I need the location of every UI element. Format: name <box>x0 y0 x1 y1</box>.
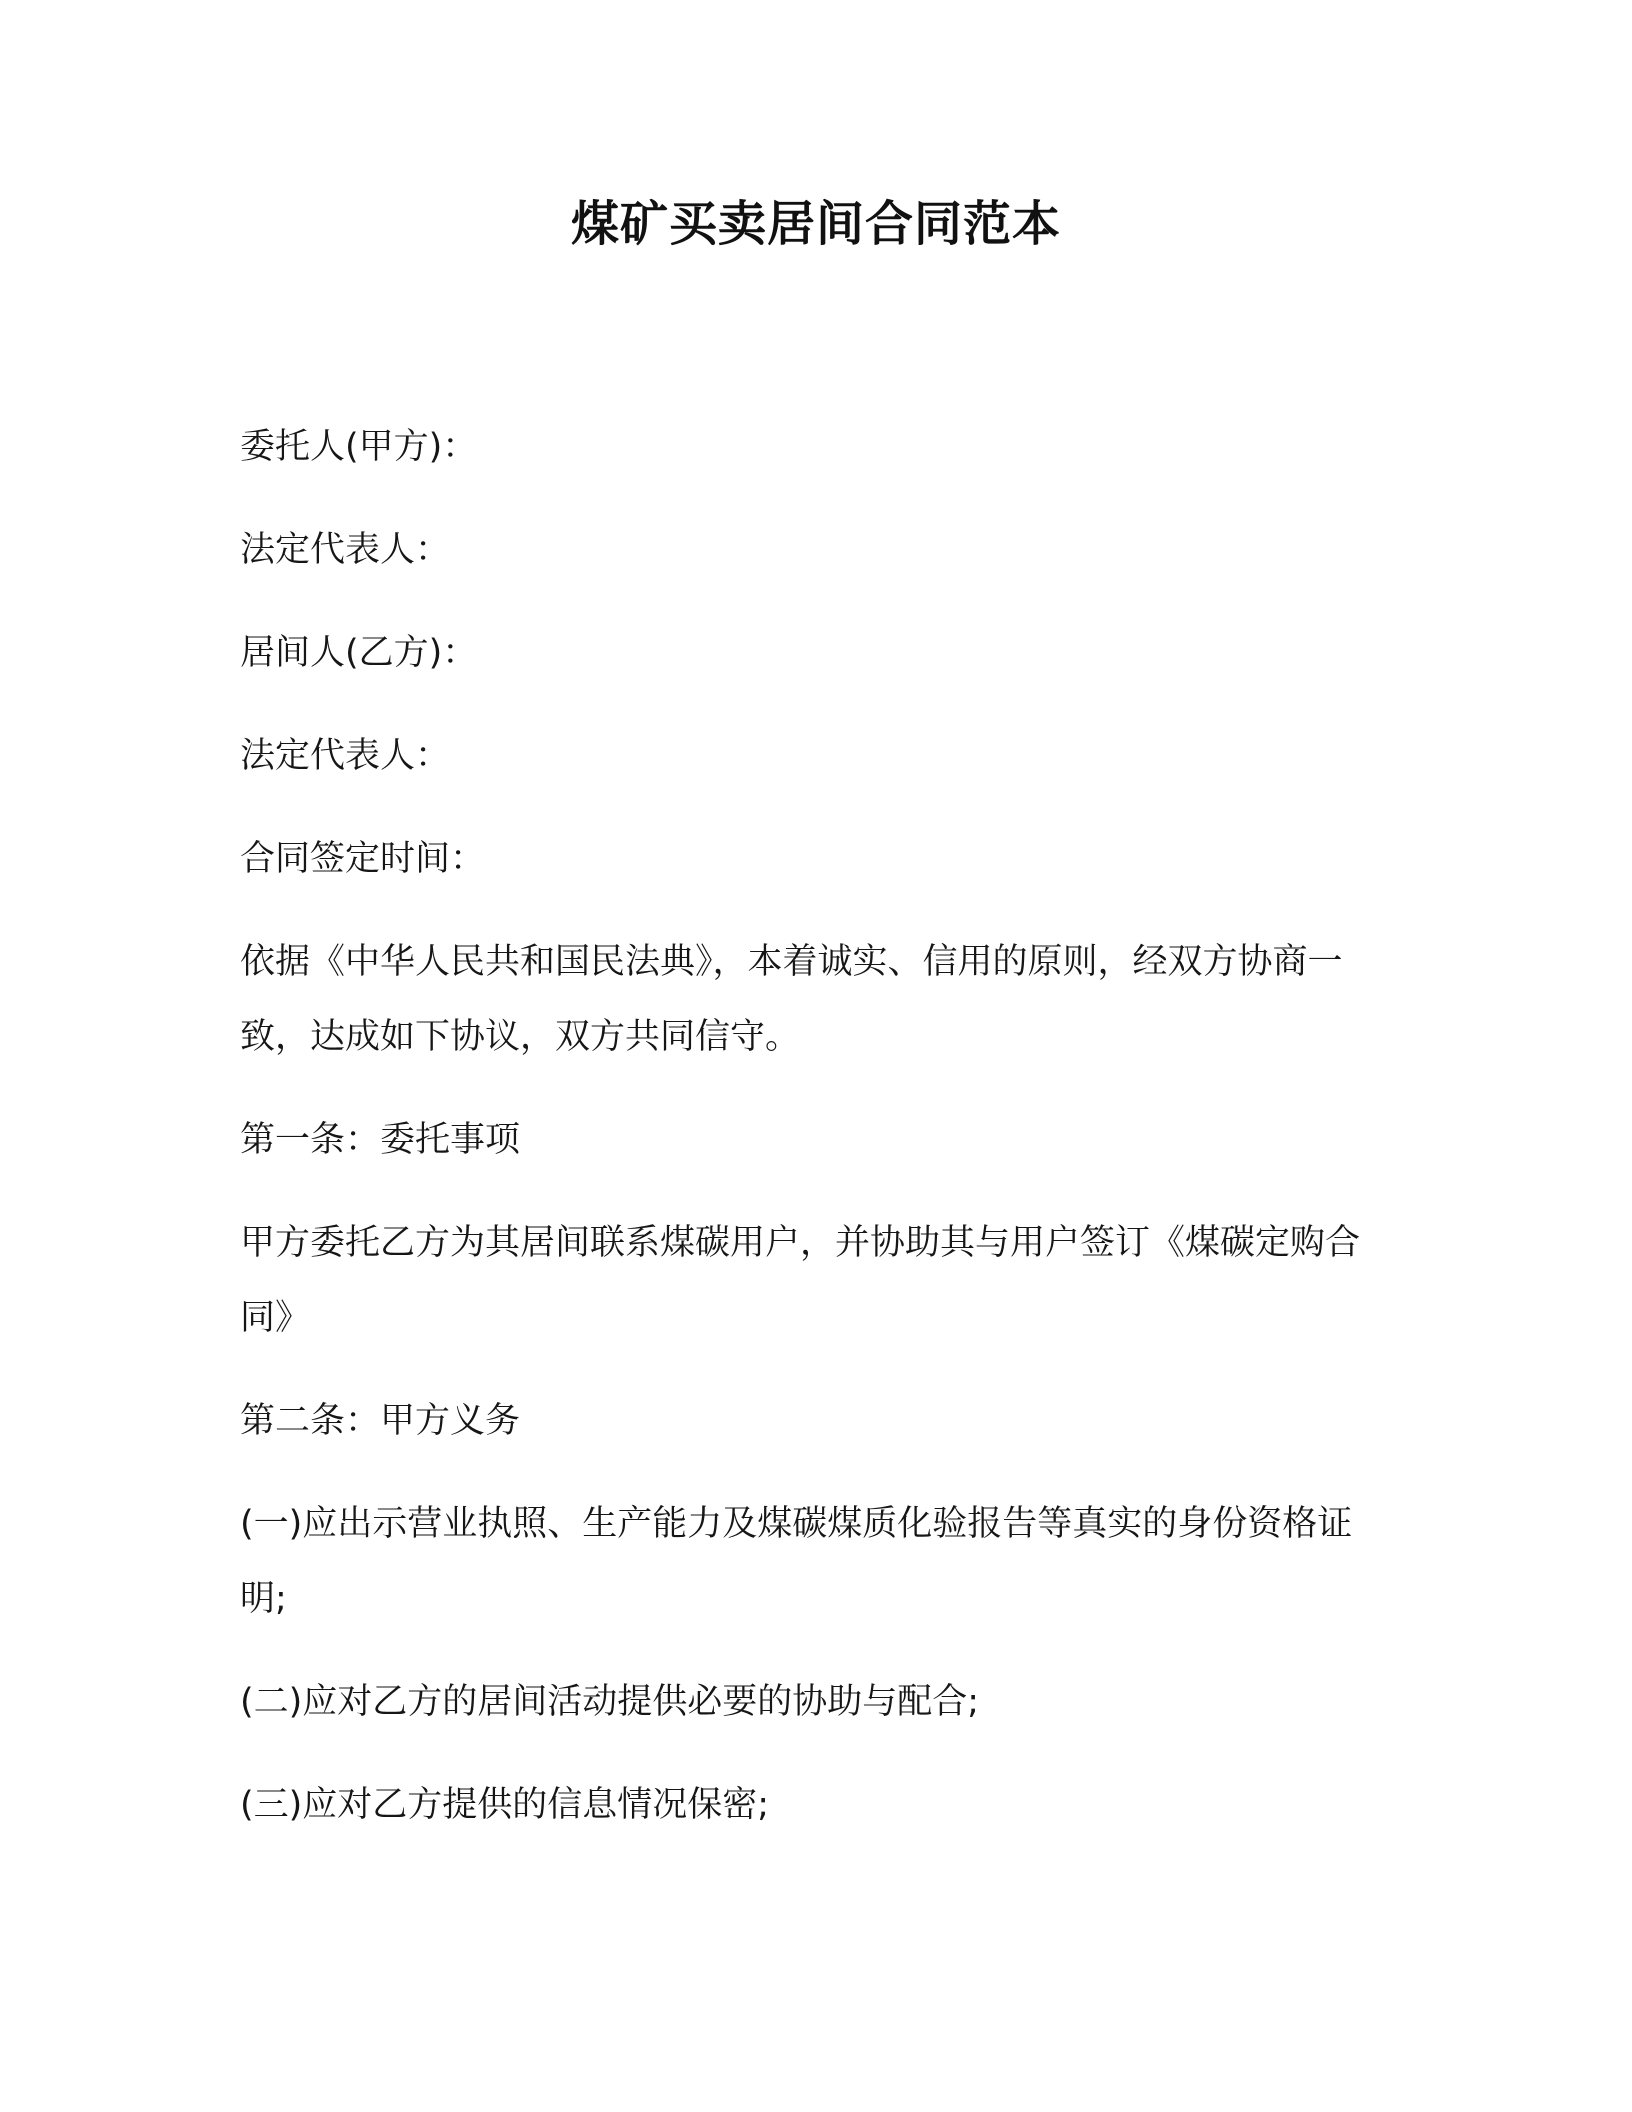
preamble-paragraph: 依据《中华人民共和国民法典》，本着诚实、信用的原则，经双方协商一致，达成如下协议，双方共同信守。 <box>240 942 1343 1057</box>
document-title: 煤矿买卖居间合同范本 <box>570 196 1061 252</box>
article-2-item-2: (二)应对乙方的居间活动提供必要的协助与配合; <box>240 1682 980 1722</box>
party-b-line: 居间人(乙方)： <box>240 633 478 673</box>
signing-date-line: 合同签定时间： <box>240 839 486 879</box>
party-b-representative-line: 法定代表人： <box>240 736 451 776</box>
party-a-line: 委托人(甲方)： <box>240 427 478 467</box>
article-2-item-3: (三)应对乙方提供的信息情况保密; <box>240 1785 770 1825</box>
article-2-heading: 第二条：甲方义务 <box>240 1401 521 1441</box>
document-body <box>240 410 1390 1871</box>
party-a-representative-line: 法定代表人： <box>240 530 451 570</box>
article-2-item-1: (一)应出示营业执照、生产能力及煤碳煤质化验报告等真实的身份资格证明; <box>240 1504 1353 1619</box>
article-1-body: 甲方委托乙方为其居间联系煤碳用户，并协助其与用户签订《煤碳定购合同》 <box>240 1223 1361 1338</box>
article-1-heading: 第一条：委托事项 <box>240 1120 521 1160</box>
